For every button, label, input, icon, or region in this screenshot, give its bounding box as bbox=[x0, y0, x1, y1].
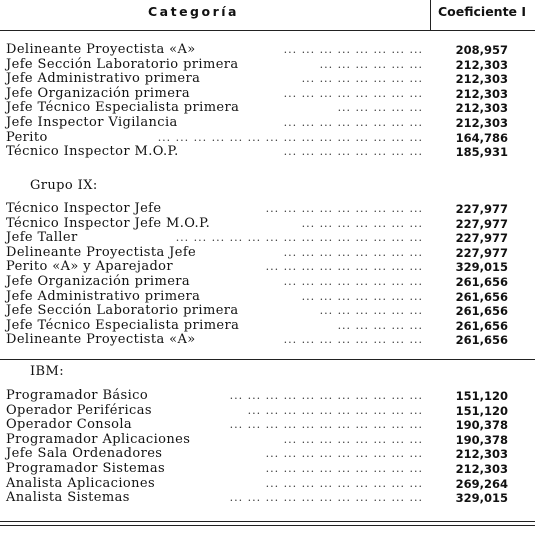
row-leader: ... ... ... ... ... ... ... ... ... ... ... bbox=[229, 389, 423, 402]
section-ibm bbox=[0, 389, 535, 506]
table-row bbox=[0, 418, 535, 433]
row-leader: ... ... ... ... ... ... ... bbox=[301, 289, 423, 303]
row-value: 329,015 bbox=[455, 491, 508, 506]
row-leader: ... ... ... ... ... ... ... bbox=[301, 216, 423, 230]
row-leader: ... ... ... ... ... ... ... ... ... ... ... bbox=[229, 491, 423, 505]
section-divider bbox=[0, 359, 535, 360]
row-leader: ... ... ... ... ... ... ... ... bbox=[283, 432, 423, 446]
table-row bbox=[0, 290, 535, 305]
row-label: Operador Periféricas bbox=[6, 402, 152, 418]
row-value: 151,120 bbox=[455, 403, 508, 418]
row-label: Perito bbox=[6, 129, 48, 145]
row-label: Operador Consola bbox=[6, 417, 133, 433]
row-leader: ... ... ... ... ... ... ... ... ... bbox=[265, 447, 423, 461]
table-row bbox=[0, 275, 535, 290]
header-divider bbox=[430, 0, 431, 30]
row-value: 151,120 bbox=[455, 389, 508, 403]
row-leader: ... ... ... ... ... ... ... ... ... ... ... bbox=[229, 418, 423, 432]
row-label: Analista Aplicaciones bbox=[6, 475, 156, 491]
table-row bbox=[0, 477, 535, 492]
row-leader: ... ... ... ... ... ... ... ... ... ... bbox=[247, 403, 423, 417]
row-label: Técnico Inspector Jefe bbox=[6, 201, 162, 216]
row-label: Jefe Sección Laboratorio primera bbox=[6, 56, 239, 72]
table-row bbox=[0, 333, 535, 348]
row-value: 261,656 bbox=[455, 274, 508, 289]
row-leader: ... ... ... ... ... bbox=[337, 318, 423, 332]
row-leader: ... ... ... ... ... ... ... ... bbox=[283, 274, 423, 288]
header-coefficient: Coeficiente I bbox=[438, 4, 527, 19]
section-1 bbox=[0, 43, 535, 160]
table-row bbox=[0, 101, 535, 116]
row-label: Jefe Técnico Especialista primera bbox=[6, 100, 240, 116]
row-value: 261,656 bbox=[455, 333, 508, 348]
row-label: Técnico Inspector Jefe M.O.P. bbox=[6, 215, 211, 231]
row-value: 212,303 bbox=[455, 447, 508, 462]
row-leader: ... ... ... ... ... ... ... ... ... bbox=[265, 461, 423, 475]
row-value: 261,656 bbox=[455, 304, 508, 319]
row-leader: ... ... ... ... ... ... ... ... bbox=[283, 145, 423, 159]
row-label: Analista Sistemas bbox=[6, 490, 130, 506]
row-value: 212,303 bbox=[455, 72, 508, 87]
row-leader: ... ... ... ... ... bbox=[337, 101, 423, 115]
row-label: Delineante Proyectista Jefe bbox=[6, 244, 197, 260]
table-row bbox=[0, 260, 535, 275]
row-leader: ... ... ... ... ... ... ... ... ... bbox=[265, 260, 423, 274]
row-label: Delineante Proyectista «A» bbox=[6, 332, 196, 348]
row-label: Jefe Sala Ordenadores bbox=[6, 446, 163, 462]
table-row bbox=[0, 231, 535, 246]
group-title-ibm: IBM: bbox=[30, 364, 64, 379]
row-label: Programador Básico bbox=[6, 388, 149, 403]
row-value: 261,656 bbox=[455, 318, 508, 333]
row-leader: ... ... ... ... ... ... ... ... ... bbox=[265, 476, 423, 490]
row-value: 329,015 bbox=[455, 260, 508, 275]
row-label: Técnico Inspector M.O.P. bbox=[6, 144, 179, 160]
table-row bbox=[0, 116, 535, 131]
table-header bbox=[0, 4, 535, 24]
table-row bbox=[0, 491, 535, 506]
row-value: 164,786 bbox=[455, 130, 508, 145]
row-value: 227,977 bbox=[455, 231, 508, 246]
row-label: Jefe Administrativo primera bbox=[6, 288, 201, 304]
row-leader: ... ... ... ... ... ... bbox=[319, 57, 423, 71]
row-value: 212,303 bbox=[455, 101, 508, 116]
row-leader: ... ... ... ... ... ... ... ... bbox=[283, 43, 423, 56]
row-value: 212,303 bbox=[455, 86, 508, 101]
table-row bbox=[0, 304, 535, 319]
row-value: 190,378 bbox=[455, 432, 508, 447]
row-value: 208,957 bbox=[455, 43, 508, 57]
table-row bbox=[0, 462, 535, 477]
table-row bbox=[0, 43, 535, 58]
row-label: Delineante Proyectista «A» bbox=[6, 42, 196, 57]
table-row bbox=[0, 447, 535, 462]
table-row bbox=[0, 404, 535, 419]
row-value: 227,977 bbox=[455, 202, 508, 216]
row-label: Jefe Organización primera bbox=[6, 273, 191, 289]
table-row bbox=[0, 217, 535, 232]
row-value: 212,303 bbox=[455, 115, 508, 130]
row-leader: ... ... ... ... ... ... ... ... ... ... ... ... ... ... ... bbox=[157, 130, 423, 144]
row-label: Programador Sistemas bbox=[6, 460, 166, 476]
row-leader: ... ... ... ... ... ... ... ... bbox=[283, 245, 423, 259]
table-row bbox=[0, 202, 535, 217]
row-value: 212,303 bbox=[455, 57, 508, 72]
table-row bbox=[0, 433, 535, 448]
row-label: Jefe Taller bbox=[6, 230, 78, 246]
section-group-ix bbox=[0, 202, 535, 348]
row-label: Jefe Técnico Especialista primera bbox=[6, 317, 240, 333]
bottom-rule-2 bbox=[0, 525, 535, 526]
row-value: 227,977 bbox=[455, 216, 508, 231]
row-leader: ... ... ... ... ... ... ... ... ... ... ... ... ... ... bbox=[175, 231, 423, 245]
table-row bbox=[0, 145, 535, 160]
table-row bbox=[0, 72, 535, 87]
row-label: Perito «A» y Aparejador bbox=[6, 259, 174, 275]
row-label: Programador Aplicaciones bbox=[6, 431, 191, 447]
row-value: 190,378 bbox=[455, 418, 508, 433]
table-row bbox=[0, 319, 535, 334]
row-value: 212,303 bbox=[455, 461, 508, 476]
row-label: Jefe Organización primera bbox=[6, 85, 191, 101]
bottom-rule-1 bbox=[0, 521, 535, 522]
row-leader: ... ... ... ... ... ... ... ... bbox=[283, 333, 423, 347]
row-leader: ... ... ... ... ... ... ... ... bbox=[283, 86, 423, 100]
table-row bbox=[0, 58, 535, 73]
table-row bbox=[0, 131, 535, 146]
group-title-ix: Grupo IX: bbox=[30, 178, 98, 193]
row-leader: ... ... ... ... ... ... ... ... bbox=[283, 115, 423, 129]
header-category: Categoría bbox=[148, 4, 239, 19]
table-row bbox=[0, 389, 535, 404]
row-value: 227,977 bbox=[455, 245, 508, 260]
row-label: Jefe Administrativo primera bbox=[6, 71, 201, 87]
row-label: Jefe Inspector Vigilancia bbox=[6, 114, 178, 130]
row-leader: ... ... ... ... ... ... ... bbox=[301, 72, 423, 86]
row-value: 269,264 bbox=[455, 476, 508, 491]
row-value: 261,656 bbox=[455, 289, 508, 304]
table-row bbox=[0, 246, 535, 261]
row-label: Jefe Sección Laboratorio primera bbox=[6, 303, 239, 319]
table-row bbox=[0, 87, 535, 102]
row-leader: ... ... ... ... ... ... bbox=[319, 304, 423, 318]
row-leader: ... ... ... ... ... ... ... ... ... bbox=[265, 202, 423, 215]
row-value: 185,931 bbox=[455, 145, 508, 160]
header-rule bbox=[0, 30, 535, 31]
